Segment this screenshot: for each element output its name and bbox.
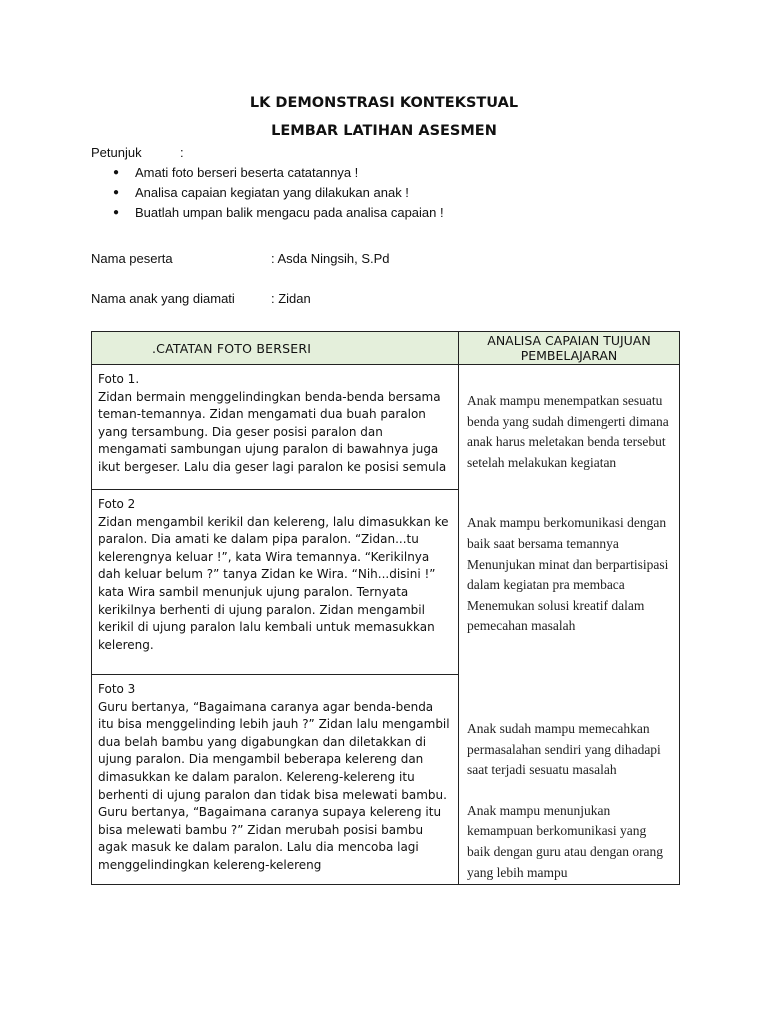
child-label: Nama anak yang diamati [91,291,235,306]
photo-title: Foto 2 [98,497,136,511]
table-row [92,365,680,490]
instruction-item: ● Amati foto berseri beserta catatannya ! [91,163,444,183]
photo-note-cell [92,365,459,490]
participant-label: Nama peserta [91,251,173,266]
instructions-list [91,163,444,223]
child-row [91,291,311,306]
analysis-cell [459,365,680,885]
photo-title: Foto 3 [98,682,136,696]
participant-value: : Asda Ningsih, S.Pd [271,251,390,266]
assessment-table [91,331,680,885]
instructions-label: Petunjuk [91,145,142,160]
page-title: LK DEMONSTRASI KONTEKSTUAL [249,95,519,111]
photo-text: Guru bertanya, “Bagaimana caranya agar benda-benda itu bisa menggelinding lebih jauh ?” Zidan lalu mengambil dua belah bambu yang digabungkan dan diletakkan di ujung paralon. Dia mengambil beberapa kelereng dan dimasukkan ke dalam paralon. Kelereng-kelereng itu berhenti di ujung paralon dan tidak bisa melewati bambu. Guru bertanya, “Bagaimana caranya supaya kelereng itu bisa melewati bambu ?” Zidan merubah posisi bambu agak masuk ke dalam paralon. Lalu dia mencoba lagi menggelindingkan kelereng-kelereng [98,699,450,872]
photo-note-cell [92,490,459,675]
photo-text: Zidan bermain menggelindingkan benda-benda bersama teman-temannya. Zidan mengamati dua buah paralon yang tersambung. Dia geser posisi paralon dan mengamati sambungan ujung paralon di bawahnya juga ikut bergeser. Lalu dia geser lagi paralon ke posisi semula [98,389,447,474]
analysis-text: Menunjukan minat dan berpartisipasi dalam kegiatan pra membaca [467,556,669,593]
photo-note-cell [92,675,459,885]
analysis-text: Anak mampu berkomunikasi dengan baik saat bersama temannya [467,515,667,551]
instructions-colon: : [180,145,184,160]
photo-text: Zidan mengambil kerikil dan kelereng, lalu dimasukkan ke paralon. Dia amati ke dalam pipa paralon. “Zidan...tu kelerengnya keluar !”, kata Wira temannya. “Kerikilnya dah keluar belum ?” tanya Zidan ke Wira. “Nih...disini !” kata Wira sambil menunjuk ujung paralon. Ternyata kerikilnya berhenti di ujung paralon. Zidan mengambil kerikil di ujung paralon lalu kembali untuk memasukkan kelereng. [98,514,449,652]
child-value: : Zidan [271,291,311,306]
analysis-text: Menemukan solusi kreatif dalam pemecahan masalah [467,597,645,634]
instructions-heading [91,145,184,160]
column-header-notes: .CATATAN FOTO BERSERI [92,332,459,365]
analysis-text: Anak mampu menempatkan sesuatu benda yang sudah dimengerti dimana anak harus meletakan benda tersebut setelah melakukan kegiatan [467,393,669,470]
analysis-text: Anak mampu menunjukan kemampuan berkomunikasi yang baik dengan guru atau dengan orang yang lebih mampu [467,802,664,880]
table-header-row [92,332,680,365]
instruction-item: ● Buatlah umpan balik mengacu pada analisa capaian ! [91,203,444,223]
participant-row [91,251,390,266]
column-header-analysis: ANALISA CAPAIAN TUJUAN PEMBELAJARAN [459,332,680,365]
instruction-item: ● Analisa capaian kegiatan yang dilakukan anak ! [91,183,444,203]
photo-title: Foto 1. [98,372,140,386]
page-subtitle: LEMBAR LATIHAN ASESMEN [271,123,497,139]
analysis-text: Anak sudah mampu memecahkan permasalahan sendiri yang dihadapi saat terjadi sesuatu masalah [467,720,661,778]
